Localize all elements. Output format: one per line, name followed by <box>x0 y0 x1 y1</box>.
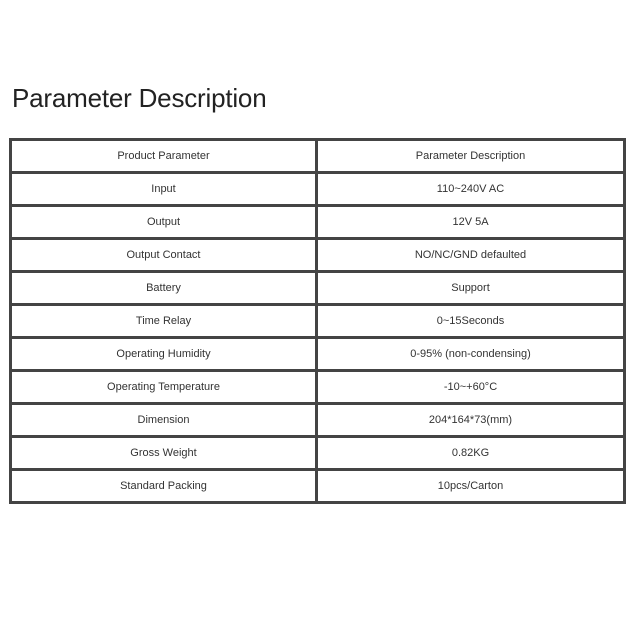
table-row <box>11 470 625 503</box>
parameter-name-cell: Battery <box>11 272 317 305</box>
parameter-name-cell: Dimension <box>11 404 317 437</box>
parameter-value-cell: Support <box>317 272 625 305</box>
table-row <box>11 437 625 470</box>
parameter-name-cell: Standard Packing <box>11 470 317 503</box>
parameter-value-cell: 0~15Seconds <box>317 305 625 338</box>
parameter-value-cell: 0.82KG <box>317 437 625 470</box>
parameter-name-cell: Operating Temperature <box>11 371 317 404</box>
parameter-value-cell: NO/NC/GND defaulted <box>317 239 625 272</box>
parameter-name-cell: Time Relay <box>11 305 317 338</box>
page-title: Parameter Description <box>12 83 267 113</box>
table-row <box>11 173 625 206</box>
header-cell-parameter-description: Parameter Description <box>317 140 625 173</box>
table-row <box>11 272 625 305</box>
table-row <box>11 371 625 404</box>
header-cell-product-parameter: Product Parameter <box>11 140 317 173</box>
parameter-value-cell: -10~+60°C <box>317 371 625 404</box>
table-row <box>11 206 625 239</box>
parameter-name-cell: Input <box>11 173 317 206</box>
table-row <box>11 338 625 371</box>
parameter-value-cell: 12V 5A <box>317 206 625 239</box>
parameter-name-cell: Output <box>11 206 317 239</box>
table-header-row <box>11 140 625 173</box>
parameter-value-cell: 10pcs/Carton <box>317 470 625 503</box>
parameter-value-cell: 110~240V AC <box>317 173 625 206</box>
parameter-name-cell: Operating Humidity <box>11 338 317 371</box>
parameter-value-cell: 204*164*73(mm) <box>317 404 625 437</box>
table-row <box>11 239 625 272</box>
parameter-table <box>9 138 626 504</box>
table-row <box>11 404 625 437</box>
parameter-value-cell: 0-95% (non-condensing) <box>317 338 625 371</box>
parameter-name-cell: Gross Weight <box>11 437 317 470</box>
parameter-name-cell: Output Contact <box>11 239 317 272</box>
table-row <box>11 305 625 338</box>
